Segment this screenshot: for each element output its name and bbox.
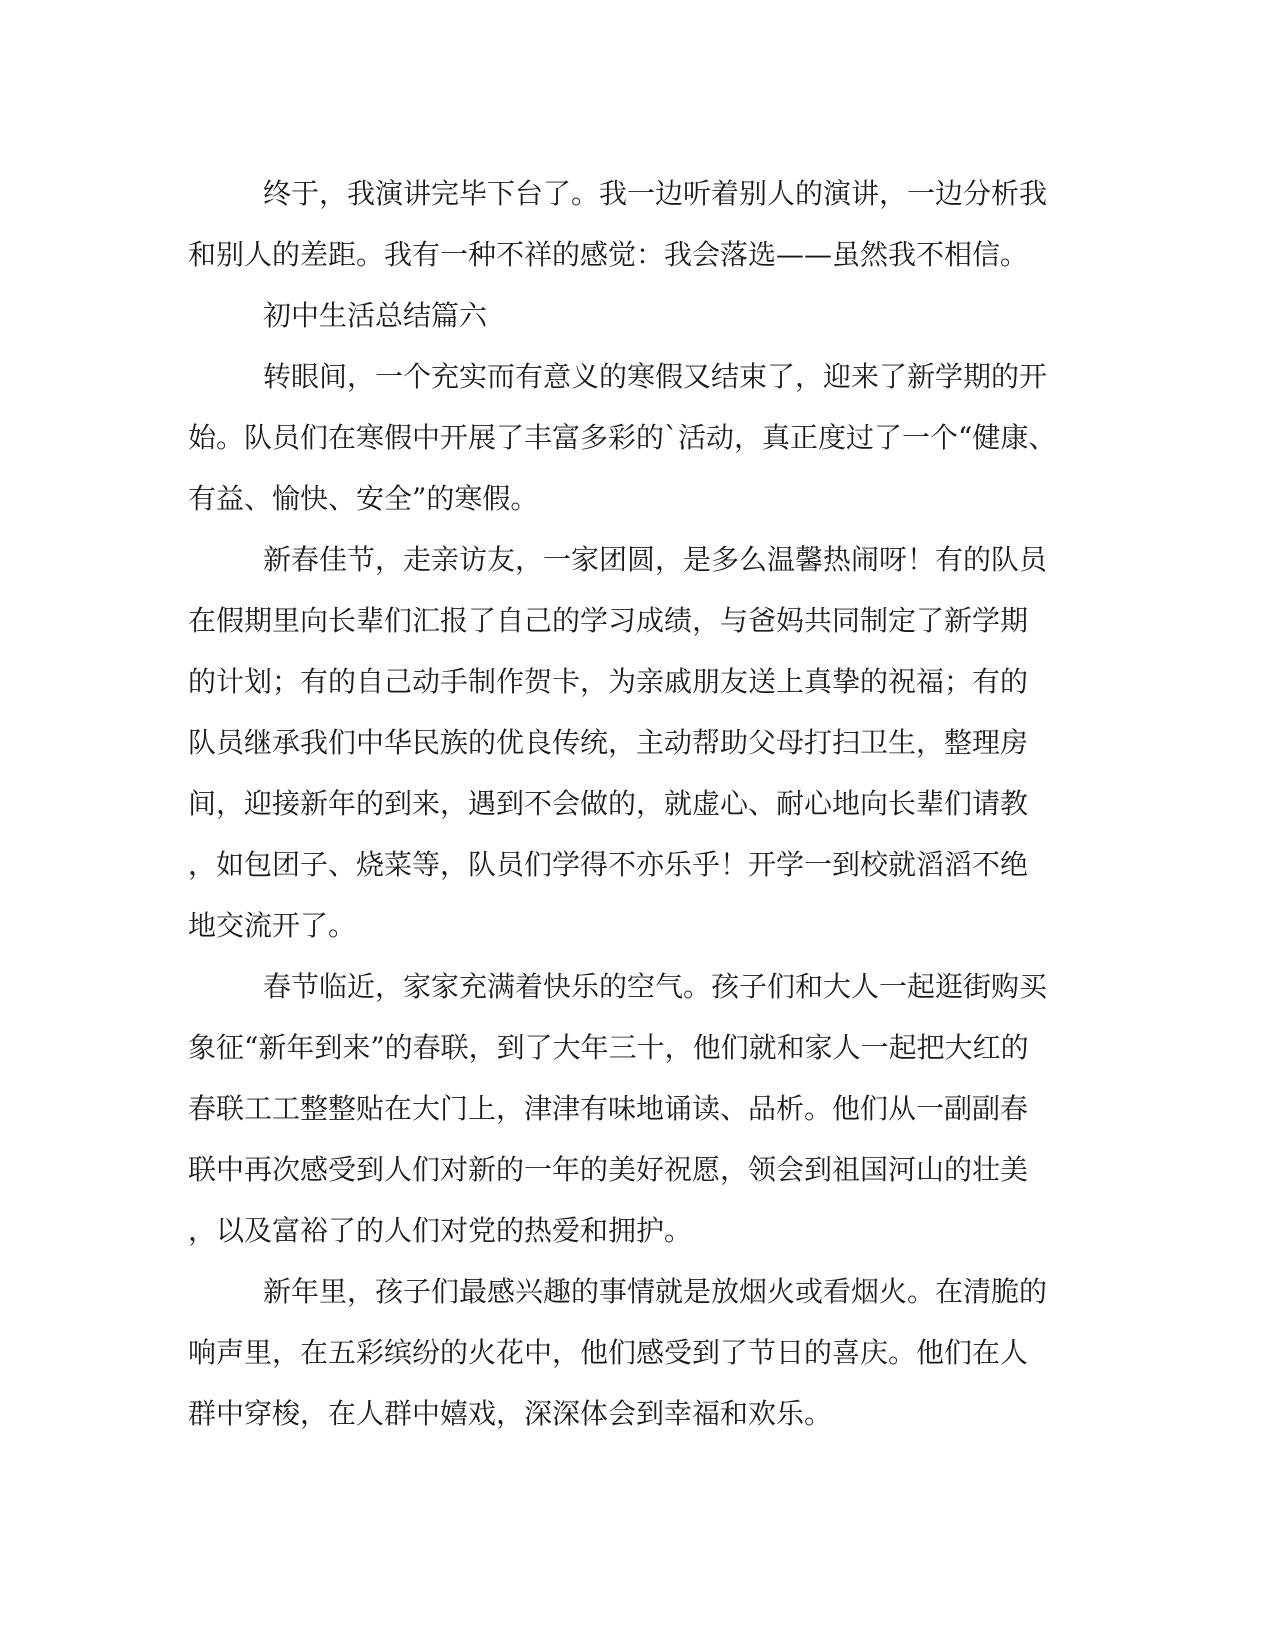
heading-text: 初中生活总结篇六 [263,299,488,332]
text-line: 终于，我演讲完毕下台了。我一边听着别人的演讲，一边分析我 [263,177,1048,210]
text-line: 在假期里向长辈们汇报了自己的学习成绩，与爸妈共同制定了新学期 [188,604,1029,637]
text-line: 始。队员们在寒假中开展了丰富多彩的`活动，真正度过了一个“健康、 [188,421,1057,454]
text-line: 联中再次感受到人们对新的一年的美好祝愿，领会到祖国河山的壮美 [188,1153,1029,1186]
text-line: 群中穿梭，在人群中嬉戏，深深体会到幸福和欢乐。 [188,1397,833,1430]
document-body [188,163,1068,1444]
text-line: 队员继承我们中华民族的优良传统，主动帮助父母打扫卫生，整理房 [188,726,1029,759]
text-line: 春联工工整整贴在大门上，津津有味地诵读、品析。他们从一副副春 [188,1092,1029,1125]
text-line: 春节临近，家家充满着快乐的空气。孩子们和大人一起逛街购买 [263,970,1048,1003]
paragraph-5 [188,956,1068,1261]
text-line: 新年里，孩子们最感兴趣的事情就是放烟火或看烟火。在清脆的 [263,1275,1048,1308]
paragraph-3 [188,346,1068,529]
text-line: 的计划；有的自己动手制作贺卡，为亲戚朋友送上真挚的祝福；有的 [188,665,1029,698]
text-line: 新春佳节，走亲访友，一家团圆，是多么温馨热闹呀！有的队员 [263,543,1048,576]
text-line: ，如包团子、烧菜等，队员们学得不亦乐乎！开学一到校就滔滔不绝 [188,848,1029,881]
text-line: 间，迎接新年的到来，遇到不会做的，就虚心、耐心地向长辈们请教 [188,787,1029,820]
text-line: 和别人的差距。我有一种不祥的感觉：我会落选——虽然我不相信。 [188,238,1029,271]
paragraph-6 [188,1261,1068,1444]
text-line: 象征“新年到来”的春联，到了大年三十，他们就和家人一起把大红的 [188,1031,1029,1064]
text-line: 响声里，在五彩缤纷的火花中，他们感受到了节日的喜庆。他们在人 [188,1336,1029,1369]
paragraph-1 [188,163,1068,285]
text-line: 有益、愉快、安全”的寒假。 [188,482,539,515]
text-line: 转眼间，一个充实而有意义的寒假又结束了，迎来了新学期的开 [263,360,1048,393]
text-line: 地交流开了。 [188,909,357,942]
text-line: ，以及富裕了的人们对党的热爱和拥护。 [188,1214,693,1247]
section-heading [188,285,1068,346]
paragraph-4 [188,529,1068,956]
